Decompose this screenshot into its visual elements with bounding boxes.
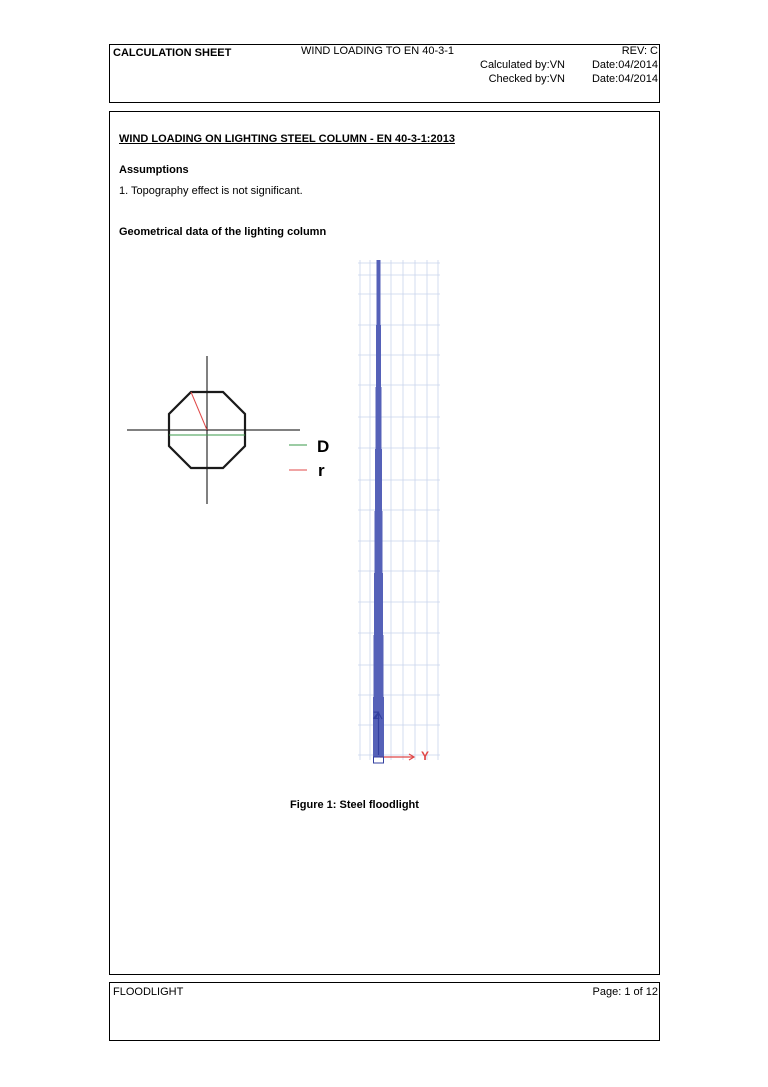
figure-caption: Figure 1: Steel floodlight bbox=[290, 799, 419, 811]
footer-project: FLOODLIGHT bbox=[113, 986, 184, 998]
sheet-title: CALCULATION SHEET bbox=[113, 47, 232, 59]
calculated-by: Calculated by:VN bbox=[480, 59, 565, 71]
assumptions-heading: Assumptions bbox=[119, 164, 189, 176]
legend-d-label: D bbox=[317, 437, 330, 456]
legend-r-label: r bbox=[318, 461, 325, 480]
column-model-figure bbox=[358, 255, 448, 775]
assumption-1: 1. Topography effect is not significant. bbox=[119, 185, 303, 197]
geometry-heading: Geometrical data of the lighting column bbox=[119, 226, 327, 238]
octagon-section-figure bbox=[125, 352, 335, 512]
y-axis-label: Y bbox=[421, 749, 430, 763]
revision: REV: C bbox=[621, 45, 658, 57]
calculated-date: Date:04/2014 bbox=[591, 59, 658, 71]
footer-page-number: Page: 1 of 12 bbox=[592, 986, 658, 998]
footer-box bbox=[109, 982, 660, 1041]
page-title: WIND LOADING ON LIGHTING STEEL COLUMN - EN 40-3-1:2013 bbox=[119, 133, 455, 145]
z-axis-label: Z bbox=[373, 710, 380, 722]
sheet-subject: WIND LOADING TO EN 40-3-1 bbox=[301, 45, 455, 57]
checked-date: Date:04/2014 bbox=[591, 73, 658, 85]
checked-by: Checked by:VN bbox=[488, 73, 565, 85]
